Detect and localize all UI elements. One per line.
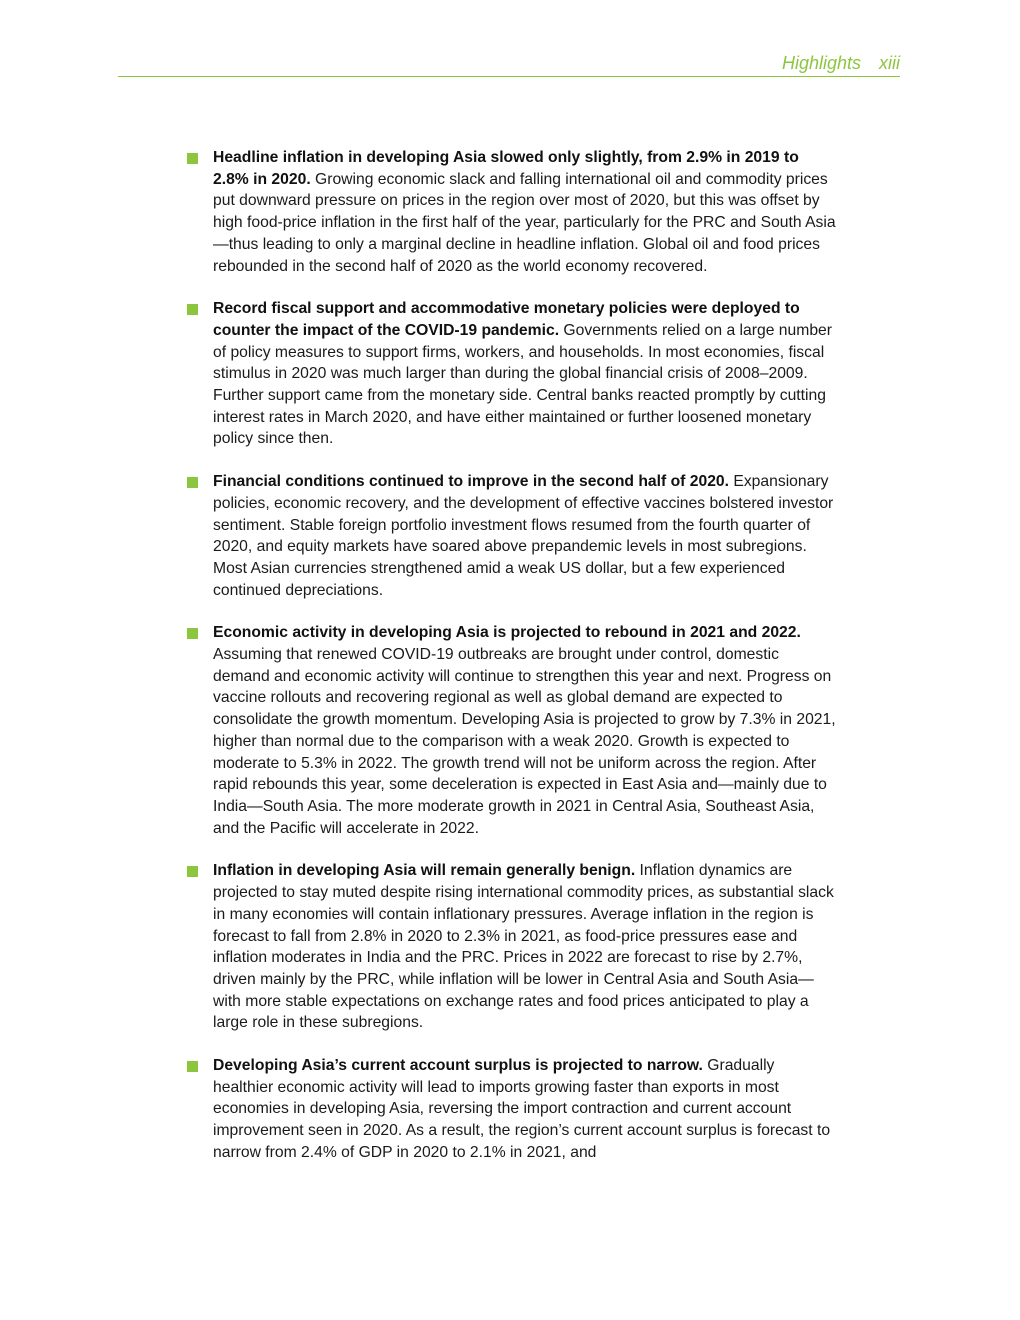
square-bullet-icon [187,153,198,164]
highlight-body: Inflation dynamics are projected to stay muted despite rising international commodity prices, as substantial slack in many economies will contain inflationary pressures. Average inflation in the region is forecast to fall from 2.8% in 2020 to 2.3% in 2021, as food-price pressures ease and inflation moderates in India and the PRC. Prices in 2022 are forecast to rise by 2.7%, driven mainly by the PRC, while inflation will be lower in Central Asia and South Asia—with more stable expectations on exchange rates and food prices anticipated to play a large role in these subregions. [213,862,834,1032]
highlight-item [186,471,836,601]
highlights-list [186,147,836,1185]
highlight-body: Gradually healthier economic activity will lead to imports growing faster than exports in most economies in developing Asia, reversing the import contraction and current account improvement seen in 2020. As a result, the region’s current account surplus is forecast to narrow from 2.4% of GDP in 2020 to 2.1% in 2021, and [213,1057,831,1161]
highlight-body: Expansionary policies, economic recovery, and the development of effective vaccines bolstered investor sentiment. Stable foreign portfolio investment flows resumed from the fourth quarter of 2020, and equity markets have soared above prepandemic levels in most subregions. Most Asian currencies strengthened amid a weak US dollar, but a few experienced continued depreciations. [213,473,834,599]
square-bullet-icon [187,866,198,877]
highlight-lead: Record fiscal support and accommodative monetary policies were deployed to counter the impact of the COVID-19 pandemic. [213,300,800,339]
square-bullet-icon [187,304,198,315]
highlight-lead: Inflation in developing Asia will remain generally benign. [213,862,640,880]
highlight-body: Governments relied on a large number of policy measures to support firms, workers, and households. In most economies, fiscal stimulus in 2020 was much larger than during the global financial crisis of 2008–2009. Further support came from the monetary side. Central banks reacted promptly by cutting interest rates in March 2020, and have either maintained or further loosened monetary policy since then. [213,321,832,448]
square-bullet-icon [187,628,198,639]
highlight-lead: Financial conditions continued to improve in the second half of 2020. [213,473,734,491]
section-title: Highlights [781,53,861,73]
highlight-item [186,622,836,839]
highlight-lead: Economic activity in developing Asia is projected to rebound in 2021 and 2022. [213,624,801,642]
highlight-item [186,1055,836,1164]
highlight-body: Assuming that renewed COVID-19 outbreaks are brought under control, domestic demand and economic activity will continue to strengthen this year and next. Progress on vaccine rollouts and recovering regional as well as global demand are expected to consolidate the growth momentum. Developing Asia is projected to grow by 7.3% in 2021, higher than normal due to the comparison with a weak 2020. Growth is expected to moderate to 5.3% in 2022. The growth trend will not be uniform across the region. After rapid rebounds this year, some deceleration is expected in East Asia and—mainly due to India—South Asia. The more moderate growth in 2021 in Central Asia, Southeast Asia, and the Pacific will accelerate in 2022. [213,646,836,837]
highlight-lead: Developing Asia’s current account surplus is projected to narrow. [213,1057,708,1075]
highlight-lead: Headline inflation in developing Asia slowed only slightly, from 2.9% in 2019 to 2.8% in 2020. [213,149,799,188]
running-header [118,50,900,77]
highlight-item [186,298,836,450]
square-bullet-icon [187,477,198,488]
highlight-body: Growing economic slack and falling international oil and commodity prices put downward pressure on prices in the region over most of 2020, but this was offset by high food-price inflation in the first half of the year, particularly for the PRC and South Asia—thus leading to only a marginal decline in headline inflation. Global oil and food prices rebounded in the second half of 2020 as the world economy recovered. [213,170,836,275]
highlight-item [186,147,836,277]
square-bullet-icon [187,1061,198,1072]
page-number: xiii [879,53,900,73]
highlight-item [186,860,836,1034]
